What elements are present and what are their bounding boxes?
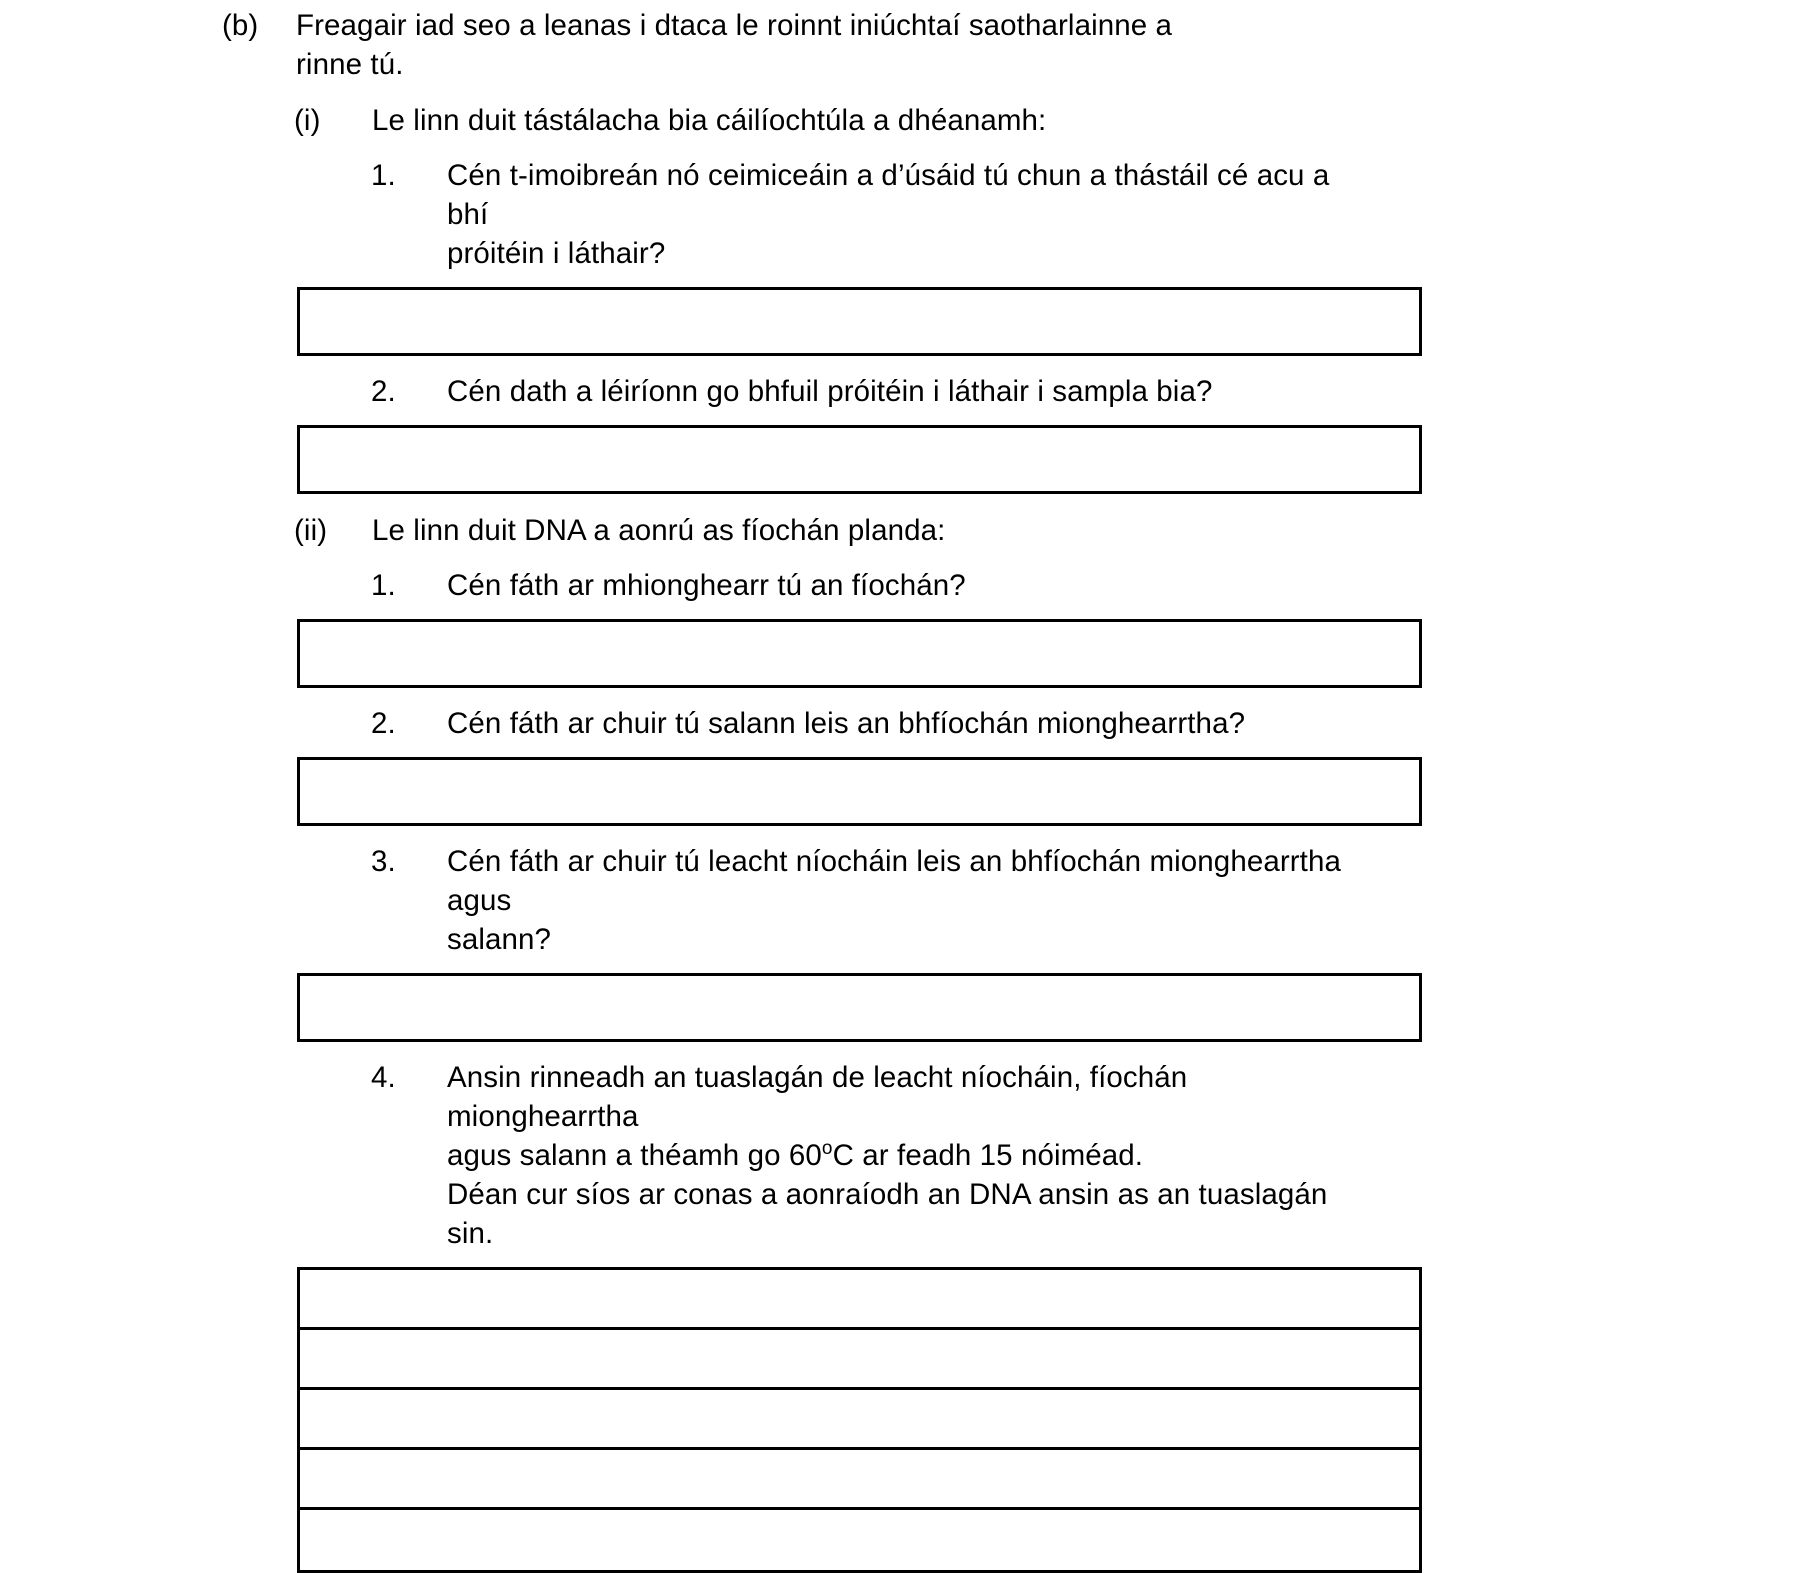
part-b-row bbox=[222, 6, 1818, 84]
section-ii-item-1-marker: 1. bbox=[371, 569, 396, 602]
answer-line[interactable] bbox=[300, 1270, 1419, 1330]
section-ii-item-3-line1: Cén fáth ar chuir tú leacht níocháin leis an bhfíochán mionghearrtha agus bbox=[447, 845, 1341, 917]
section-ii-item-2-marker: 2. bbox=[371, 707, 396, 740]
section-ii-item-3-line2: salann? bbox=[447, 923, 552, 956]
section-ii-item-1-row bbox=[371, 566, 1818, 605]
answer-line[interactable] bbox=[300, 1510, 1419, 1570]
answer-box-ii-1[interactable] bbox=[297, 619, 1422, 688]
section-ii-marker: (ii) bbox=[294, 514, 328, 547]
answer-box-i-2[interactable] bbox=[297, 425, 1422, 494]
section-ii-item-4-row bbox=[371, 1058, 1818, 1253]
section-i-row bbox=[294, 101, 1818, 140]
section-i-item-1-row bbox=[371, 156, 1818, 273]
answer-box-i-1[interactable] bbox=[297, 287, 1422, 356]
exam-question-page bbox=[0, 6, 1818, 1515]
answer-line[interactable] bbox=[300, 622, 1419, 685]
section-i-item-2-text bbox=[447, 372, 1212, 411]
section-ii-item-1-text bbox=[447, 566, 966, 605]
section-ii-item-1-line1: Cén fáth ar mhionghearr tú an fíochán? bbox=[447, 569, 966, 602]
section-i-text: Le linn duit tástálacha bia cáilíochtúla a dhéanamh: bbox=[372, 104, 1047, 137]
answer-box-ii-2[interactable] bbox=[297, 757, 1422, 826]
section-i-item-1-text bbox=[447, 156, 1377, 273]
section-ii-item-3-text bbox=[447, 842, 1377, 959]
answer-box-ii-4[interactable] bbox=[297, 1267, 1422, 1573]
answer-line[interactable] bbox=[300, 760, 1419, 823]
answer-box-ii-3[interactable] bbox=[297, 973, 1422, 1042]
answer-line[interactable] bbox=[300, 428, 1419, 491]
answer-line[interactable] bbox=[300, 290, 1419, 353]
section-ii-item-3-row bbox=[371, 842, 1818, 959]
section-i-item-2-line1: Cén dath a léiríonn go bhfuil próitéin i láthair i sampla bia? bbox=[447, 375, 1213, 408]
degree-superscript: o bbox=[821, 1138, 833, 1160]
section-ii-item-4-line2 bbox=[447, 1136, 1377, 1175]
answer-line[interactable] bbox=[300, 1450, 1419, 1510]
section-i-item-2-marker: 2. bbox=[371, 375, 396, 408]
section-i-item-1-line1: Cén t-imoibreán nó ceimiceáin a d’úsáid tú chun a thástáil cé acu a bhí bbox=[447, 159, 1330, 231]
section-ii-item-4-marker: 4. bbox=[371, 1061, 396, 1094]
section-ii-item-2-line1: Cén fáth ar chuir tú salann leis an bhfíochán mionghearrtha? bbox=[447, 707, 1246, 740]
answer-line[interactable] bbox=[300, 1330, 1419, 1390]
section-ii-item-2-row bbox=[371, 704, 1818, 743]
section-ii-item-4-text bbox=[447, 1058, 1377, 1253]
section-i-item-1-line2: próitéin i láthair? bbox=[447, 237, 666, 270]
section-ii-item-4-line1: Ansin rinneadh an tuaslagán de leacht níocháin, fíochán mionghearrtha bbox=[447, 1061, 1188, 1133]
section-ii-item-4-line3: Déan cur síos ar conas a aonraíodh an DNA ansin as an tuaslagán sin. bbox=[447, 1178, 1328, 1250]
section-ii-text: Le linn duit DNA a aonrú as fíochán planda: bbox=[372, 514, 946, 547]
part-b-marker: (b) bbox=[222, 9, 259, 42]
section-ii-item-2-text bbox=[447, 704, 1245, 743]
section-ii-item-4-line2a: agus salann a théamh go 60 bbox=[447, 1139, 822, 1172]
section-i-item-1-marker: 1. bbox=[371, 159, 396, 192]
section-i-marker: (i) bbox=[294, 104, 321, 137]
part-b-text: Freagair iad seo a leanas i dtaca le roinnt iniúchtaí saotharlainne a rinne tú. bbox=[296, 9, 1173, 81]
answer-line[interactable] bbox=[300, 976, 1419, 1039]
section-i-item-2-row bbox=[371, 372, 1818, 411]
answer-line[interactable] bbox=[300, 1390, 1419, 1450]
section-ii-item-4-line2b: C ar feadh 15 nóiméad. bbox=[832, 1139, 1144, 1172]
section-ii-item-3-marker: 3. bbox=[371, 845, 396, 878]
section-ii-row bbox=[294, 511, 1818, 550]
